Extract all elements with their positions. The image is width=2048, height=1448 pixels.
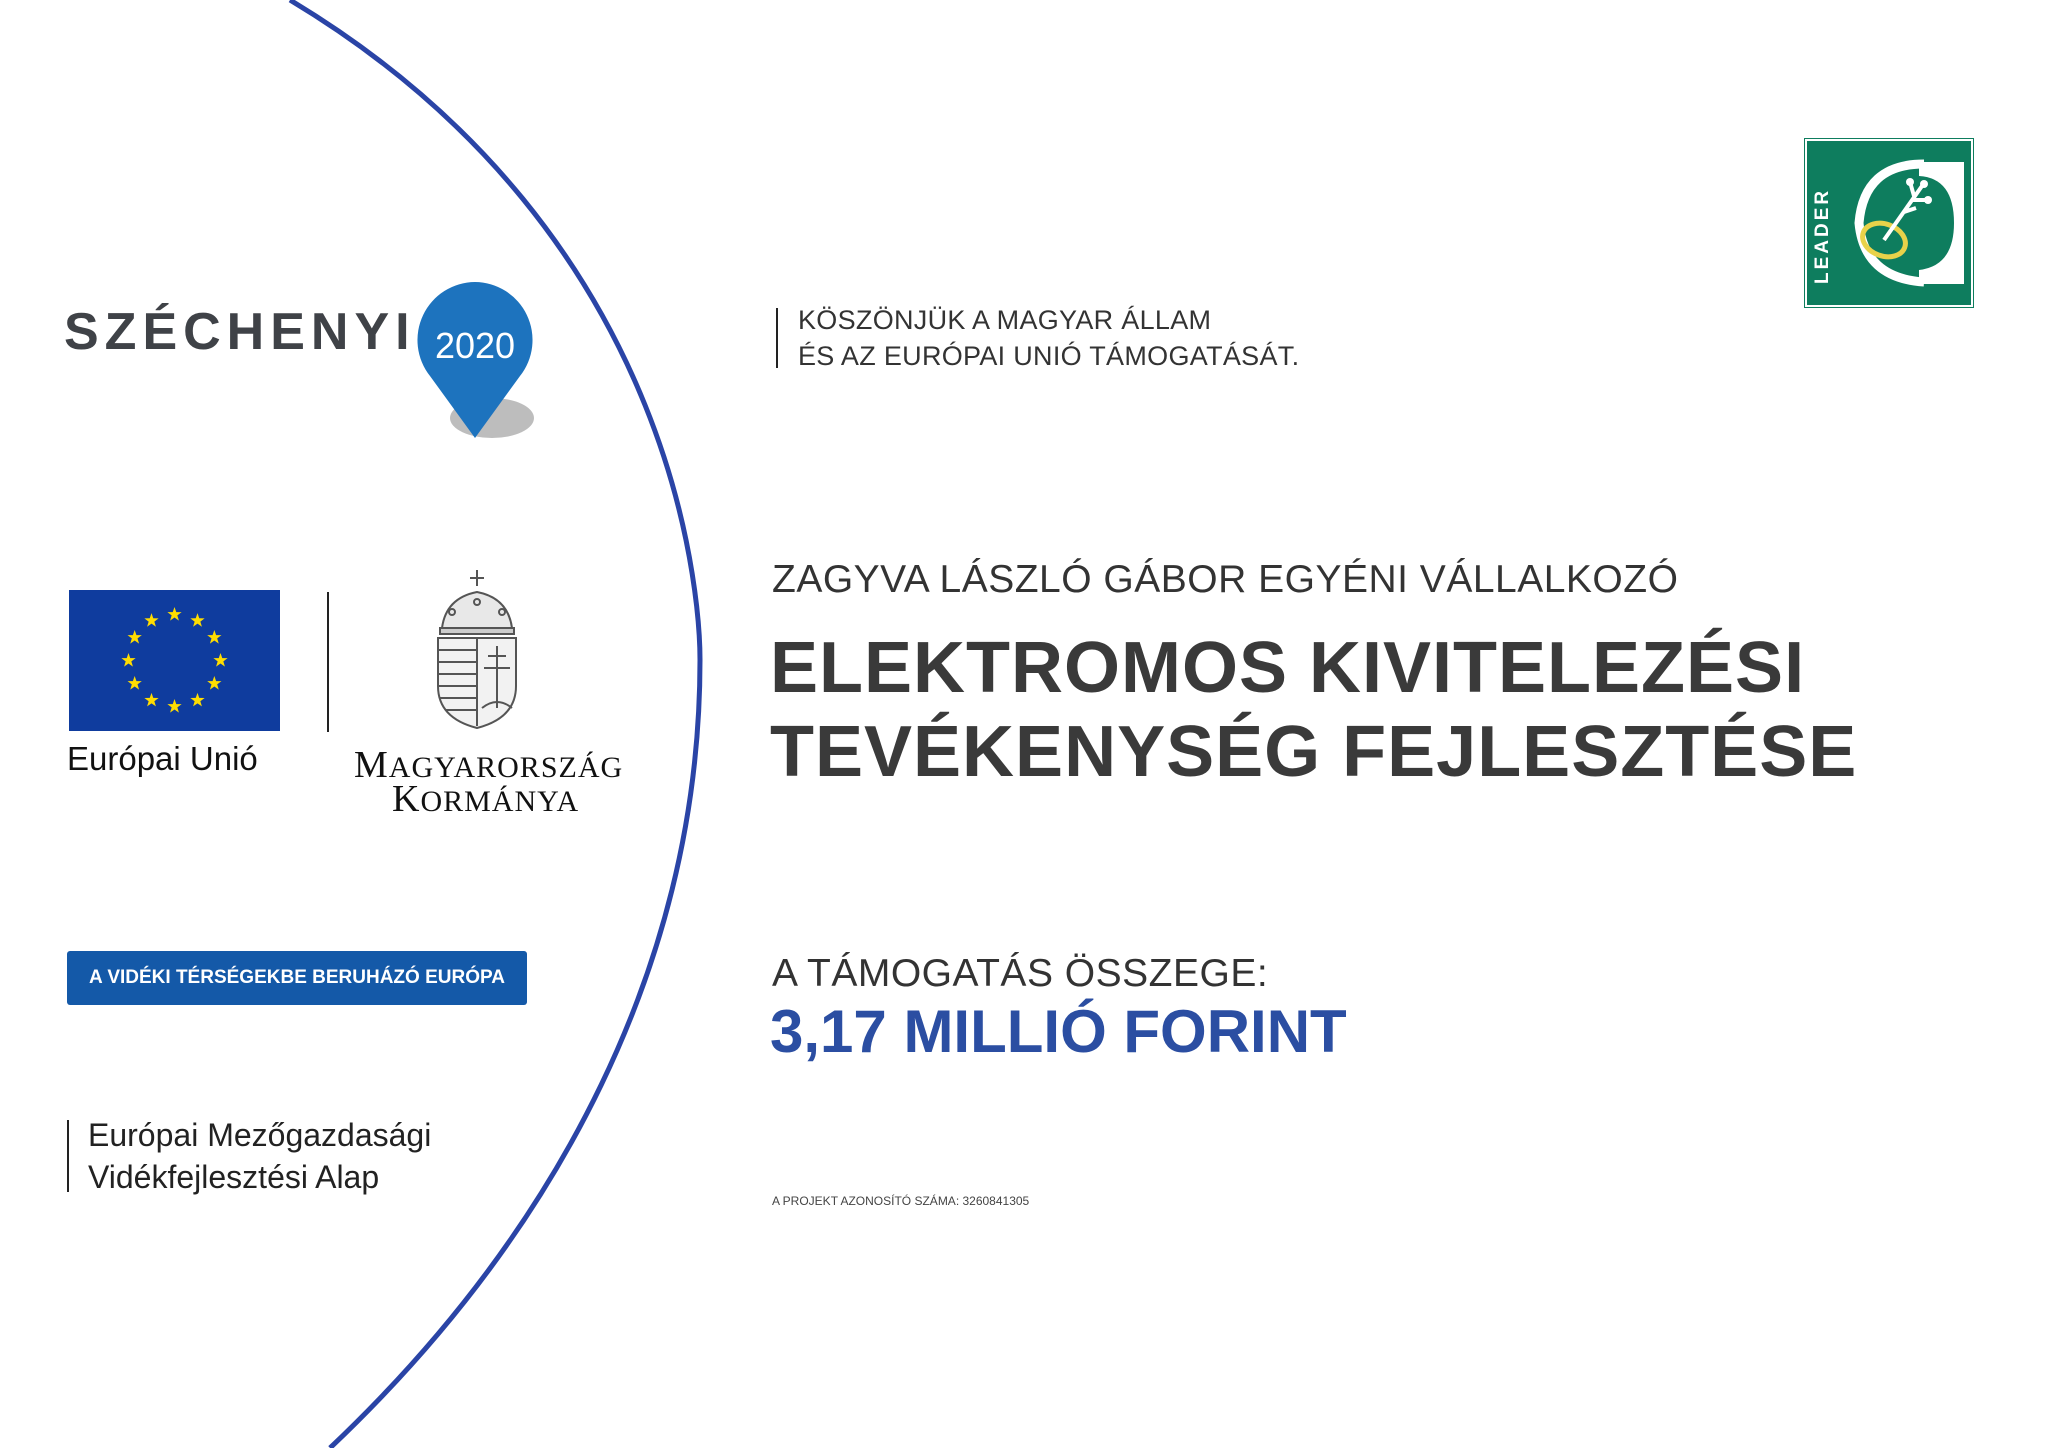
thanks-line1: KÖSZÖNJÜK A MAGYAR ÁLLAM <box>798 305 1212 335</box>
eu-star-icon <box>207 630 221 644</box>
thanks-divider <box>776 308 778 368</box>
support-amount-label: A TÁMOGATÁS ÖSSZEGE: <box>772 952 1269 995</box>
eu-star-icon <box>144 613 158 627</box>
eu-star-icon <box>121 653 135 667</box>
eu-stars-icon <box>69 590 280 731</box>
project-title-line2: TEVÉKENYSÉG FEJLESZTÉSE <box>770 712 1858 792</box>
eu-flag <box>69 590 280 731</box>
beneficiary-name: ZAGYVA LÁSZLÓ GÁBOR EGYÉNI VÁLLALKOZÓ <box>772 558 1679 601</box>
eu-star-icon <box>190 693 204 707</box>
szechenyi-year: 2020 <box>434 325 516 366</box>
thanks-text <box>798 302 1299 374</box>
project-id: A PROJEKT AZONOSÍTÓ SZÁMA: 3260841305 <box>772 1194 1030 1208</box>
eu-star-icon <box>167 699 181 713</box>
rural-investment-banner: A VIDÉKI TÉRSÉGEKBE BERUHÁZÓ EURÓPA <box>67 951 527 1005</box>
fund-name <box>88 1114 431 1198</box>
leader-text: LEADER <box>1812 187 1833 284</box>
eu-label: Európai Unió <box>67 740 258 777</box>
support-amount: 3,17 MILLIÓ FORINT <box>770 998 1347 1065</box>
government-name-line1: MAGYARORSZÁG <box>354 744 624 786</box>
logo-divider <box>327 592 329 732</box>
eu-star-icon <box>128 630 142 644</box>
hungarian-coat-of-arms-icon <box>432 568 522 730</box>
eu-star-icon <box>144 693 158 707</box>
fund-line1: Európai Mezőgazdasági <box>88 1117 432 1153</box>
government-name-line2: KORMÁNYA <box>392 778 580 820</box>
project-title <box>770 626 1857 794</box>
eu-star-icon <box>207 676 221 690</box>
eu-star-icon <box>128 676 142 690</box>
eu-star-icon <box>213 653 227 667</box>
szechenyi-2020-pin-logo <box>410 278 540 448</box>
project-title-line1: ELEKTROMOS KIVITELEZÉSI <box>770 628 1806 708</box>
eu-star-icon <box>190 613 204 627</box>
eu-star-icon <box>167 607 181 621</box>
leader-logo <box>1804 138 1974 308</box>
fund-divider <box>67 1120 69 1192</box>
thanks-line2: ÉS AZ EURÓPAI UNIÓ TÁMOGATÁSÁT. <box>798 341 1300 371</box>
fund-line2: Vidékfejlesztési Alap <box>88 1159 380 1195</box>
szechenyi-logo-word: SZÉCHENYI <box>64 303 416 361</box>
